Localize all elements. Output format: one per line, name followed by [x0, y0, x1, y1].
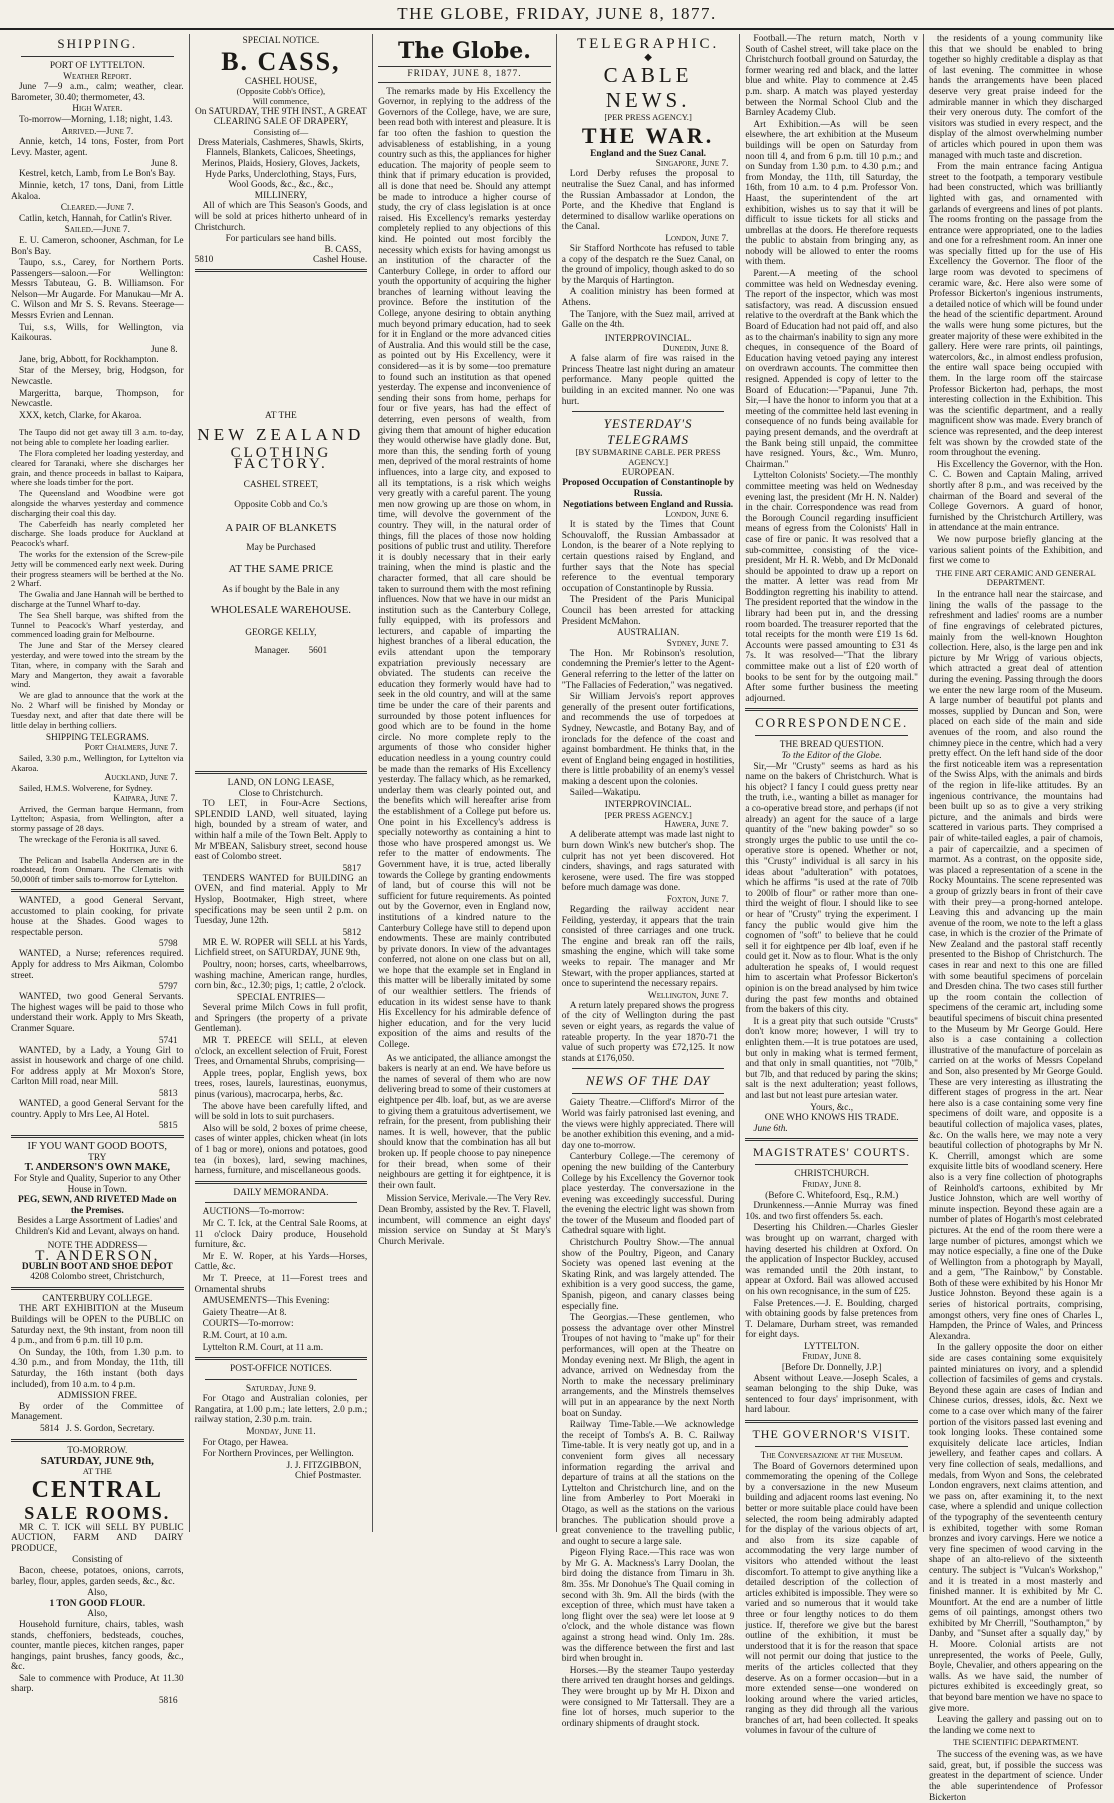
interprovincial-heading: INTERPROVINCIAL.: [604, 333, 692, 344]
dateline: Wellington, June 7.: [647, 990, 729, 1001]
nz-wholesale: WHOLESALE WAREHOUSE.: [210, 604, 352, 617]
column-3-editorial: [373, 34, 557, 1532]
cass-sale: On SATURDAY, THE 9TH INST., A GREAT CLEARING SALE OF DRAPERY,: [194, 106, 367, 128]
fine-art-heading: THE FINE ART CERAMIC AND GENERAL DEPARTMENT.: [935, 567, 1096, 588]
per-press: [PER PRESS AGENCY.]: [604, 112, 692, 122]
telegram-text: Sailed—Wakatipu.: [569, 788, 641, 799]
bread-to-editor: To the Editor of the Globe.: [781, 751, 882, 761]
memoranda-heading: DAILY MEMORANDA.: [233, 1187, 329, 1198]
interprovincial-heading-2: INTERPROVINCIAL.: [604, 800, 692, 811]
arrival-entry: Annie, ketch, 14 tons, Foster, from Port Levy. Master, agent.: [11, 137, 184, 158]
telegram-text: The Hon. Mr Robinson's resolution, condemning the Premier's letter to the Agent-General referring to the letter of the latter on "The Fallacies of Federation," was negatived.: [561, 648, 735, 691]
ick-commence: Sale to commence with Produce, At 11.30 sharp.: [11, 1673, 184, 1695]
boots-ad-stock: Besides a Large Assortment of Ladies' and Children's Kid and Levant, always on hand.: [15, 1216, 180, 1237]
letter-paragraph: It is a great pity that such outside "Crusts" don't know more; however, I will try to enlighten them.—It is true potatoes are used, but only in making what is termed ferment, and that only in small quantities, not "70lb," but 7lb, and that reduced by paring the skins; salt is the next adulteration; yeast follows, and last but not least pure artesian water.: [745, 1016, 918, 1101]
telegram-text: Regarding the railway accident near Feilding, yesterday, it appears that the train consisted of three carriages and one truck. The engine and break ran off the rails, smashing the engine, which will take some weeks to repair. The manager and Mr Stewart, with the proper appliances, started at once to superintend the necessary repairs.: [561, 905, 735, 990]
dateline: Hawera, June 7.: [664, 820, 729, 831]
cass-ad-number: 5810: [194, 254, 214, 265]
memo-entry: Mr C. T. Ick, at the Central Sale Rooms, at 11 o'clock Dairy produce, Household furniture, &c.: [194, 1218, 368, 1251]
land-ad: TO LET, in Four-Acre Sections, SPLENDID LAND, well situated, laying high, bounded by a stream of water, and within half a mile of the Town Belt. Apply to Mr M'BEAN, Salisbury street, second house east of Colombo street.: [194, 799, 368, 863]
cass-address: Cashel House.: [313, 254, 368, 265]
port-news: The Queensland and Woodbine were got alongside the wharves yesterday and commence discharging their coal this day.: [11, 488, 184, 518]
news-item: Railway Time-Table.—We acknowledge the receipt of Tombs's A. B. C. Railway Time-table. It is very neatly got up, and in a convenient form gives all necessary information regarding the arrival and departure of trains at all the stations on the Lyttelton and Christchurch line, and on the line from Amberley to Port Moeraki in Otago, as well as the stations on the various branches. The publication should prove a great convenience to the travelling public, and ought to secure a large sale.: [561, 1420, 735, 1547]
news-item: Lyttelton Colonists' Society.—The monthly committee meeting was held on Wednesday evening last, the president (Mr H. N. Nalder) in the chair. Correspondence was read from the Borough Council regarding insufficient means of egress from the Colonists' Hall in case of fire or panic. It was resolved that a sub-committee, consisting of the vice-president, Mr H. R. Webb, and Dr McDonald should be appointed to draw up a report on the matter. A letter was read from Mr Boddington regretting his inability to attend. The president reported that the window in the library had been put in, and the dressing room boarded. The treasurer reported that the total receipts for the month were £19 1s 6d. Accounts were passed amounting to £31 4s 7s. It was resolved—"That the library committee make out a list of £20 worth of books to be sent for by the outgoing mail." After some further business the meeting adjourned.: [745, 471, 918, 704]
cass-consisting: Consisting of—: [253, 126, 309, 137]
ornament-divider: ◆: [644, 52, 652, 63]
college-signature: [11, 1424, 184, 1435]
conversazione-heading: The Conversazione at the Museum.: [760, 1451, 903, 1462]
telegram-text: The President of the Paris Municipal Council has been arrested for attacking President McMahon.: [561, 595, 735, 627]
dateline: Dunedin, June 8.: [662, 344, 729, 355]
editorial-paragraph: Mission Service, Merivale.—The Very Rev. Dean Bromby, assisted by the Rev. T. Flavell, incumbent, will commence an eight days' mission service on Sunday at St Mary's Church Merivale.: [378, 1194, 551, 1247]
ad-number: 5798: [158, 939, 178, 950]
nz-purchased: May be Purchased: [246, 543, 316, 554]
nz-footer: [195, 646, 368, 657]
shipping-telegrams-heading: SHIPPING TELEGRAMS.: [45, 733, 149, 744]
australian-heading: AUSTRALIAN.: [616, 628, 680, 639]
article-paragraph: the residents of a young community like this that we should be enabled to bring together so highly creditable a display as that of last evening. The committee in whose hands the arrangements have been placed deserve very great praise indeed for the admirable manner in which they discharged their very onerous duty. The comfort of the visitors was studied in every respect, and the display of the almost overwhelming number of articles which poured in upon them was managed with much taste and discretion.: [928, 34, 1103, 161]
column-4-telegraphic: [557, 34, 741, 1729]
letter-date: June 6th.: [753, 1123, 788, 1134]
news-item: Gaiety Theatre.—Clifford's Mirror of the World was fairly patronised last evening, and the views were highly appreciated. There will be another exhibition this evening, and a mid-day one to-morrow.: [561, 1098, 735, 1151]
nz-at-the: AT THE: [265, 411, 297, 422]
post-signature: J. J. FITZGIBBON,: [286, 1460, 362, 1471]
port-news: We are glad to announce that the work at the No. 2 Wharf will be finished by Monday or Tuesday next, and after that date there will be little delay in berthing colliers.: [11, 690, 184, 730]
port-news: The Sea Shell barque, was shifted from the Tunnel to Peacock's Wharf yesterday, and commenced loading grain for Melbourne.: [11, 609, 184, 640]
cass-will-commence: Will commence,: [252, 95, 310, 106]
dateline: Foxton, June 7.: [666, 895, 729, 906]
ick-also-2: Also,: [87, 1609, 108, 1620]
memo-entry: Gaiety Theatre—At 8.: [202, 1307, 287, 1318]
cass-particulars: For particulars see hand bills.: [225, 234, 337, 245]
arrival-entry: Kestrel, ketch, Lamb, from Le Bon's Bay.: [19, 169, 176, 180]
nz-heading: NEW ZEALAND: [197, 424, 365, 444]
editorial-paragraph: As we anticipated, the alliance amongst the bakers is nearly at an end. We have before us the names of several of them who are now delivering bread to some of their customers at eightpence per 4lb. loaf, but, as we are averse to giving them a gratuitous advertisement, we refrain, for the present, from publishing their names. It is well, however, that the public should know that the combination has all but broken up. If people choose to pay ninepence for their bread, when some of their neighbours are getting it for eightpence, it is their own fault.: [378, 1053, 551, 1191]
post-entry: For Northern Provinces, per Wellington.: [202, 1449, 354, 1460]
lyttelton-court-heading: LYTTELTON.: [804, 1341, 860, 1352]
ick-also: Also,: [87, 1588, 108, 1599]
arrived-heading: Arrived.—June 7.: [61, 126, 134, 137]
land-sub: Close to Christchurch.: [238, 788, 323, 799]
court-case: Deserting his Children.—Charles Giesler was brought up on warrant, charged with having deserted his children at Oxford. On the application of Inspector Buckley, accused was remanded until the 20th instant, to appear at Oxford. Bail was allowed accused on his own recognisance, in the sum of £25.: [745, 1223, 918, 1297]
memo-entry: AMUSEMENTS—This Evening:: [202, 1296, 330, 1307]
classified-ad: WANTED, a good General Servant for the country. Apply to Mrs Lee, Al Hotel.: [11, 1098, 184, 1120]
land-heading: LAND, ON LONG LEASE,: [227, 778, 335, 789]
memo-entry: R.M. Court, at 10 a.m.: [202, 1330, 288, 1341]
per-press-2: [PER PRESS AGENCY.]: [604, 809, 692, 820]
article-paragraph: In the gallery opposite the door on either side are cases containing some exquisitely painted miniatures on ivory, and a splendid collection of facsimiles of gems and crystals. Beyond these again are cases of Indian and Chinese curios, dresses, idols, &c. Next we come to a case over which many of the fairer portion of the visitors passed last evening and took longing looks. These contained some exquisitely delicate lace articles, Indian jewellery, and feather capes and collars. A very fine collection of seals, medallions, and medals, from Wyon and Sons, the celebrated London engravers, next claims attention, and we pass on, after examining it, to the next case, where a splendid and unique collection of the typography of the seventeenth century is exhibited, together with some Roman bronzes and ivory carvings. Here we notice a very fine specimen of wood carving in the shape of an alto-relievo of the sixteenth century. The subject is "Vulcan's Workshop," and it is treated in a most masterly and finished manner. It is exhibited by Mr C. Mountfort. At the end are a number of little gems of oil paintings, amongst others two exhibited by Mr Cherrill, "Southampton," by Danby, and "Sunset after a squally day," by H. Moore. Colonial artists are not unrepresented, the works of Peele, Gully, Boyle, Chevalier, and others appearing on the walls. As we have said, the number of pictures exhibited is exceedingly great, so that beyond bare mention we have no space to give more.: [928, 1343, 1103, 1714]
nz-manager: Manager.: [254, 646, 290, 657]
dateline: Sydney, June 7.: [666, 638, 729, 649]
court-case: False Pretences.—J. E. Boulding, charged with obtaining goods by false pretences from T. Delamare, Durham street, was remanded for eight days.: [745, 1298, 918, 1341]
central-heading: CENTRAL: [31, 1476, 163, 1503]
ad-number: 5797: [158, 982, 178, 993]
cass-millinery: MILLINERY,: [254, 190, 307, 201]
sailed-entry: Star of the Mersey, brig, Hodgson, for Newcastle.: [11, 366, 184, 388]
cass-all-of: All of which are This Season's Goods, and will be sold at prices hitherto unheard of in Christchurch.: [194, 201, 368, 233]
weather-report: June 7—9 a.m., calm; weather, clear. Barometer, 30.40; thermometer, 43.: [11, 82, 184, 103]
sale-rooms-heading: SALE ROOMS.: [24, 1502, 171, 1523]
port-news: The June and Star of the Mersey cleared yesterday, and were towed into the stream by the Titan, where, in company with the Sarah and Mary and Mangerton, they await a favorable wind.: [11, 640, 184, 690]
masthead: THE GLOBE, FRIDAY, JUNE 8, 1877.: [0, 0, 1114, 30]
telegram-entry: Sailed, 3.30 p.m., Wellington, for Lyttelton via Akaroa.: [11, 752, 184, 773]
boots-ad-address-name: T. ANDERSON,: [35, 1248, 160, 1265]
letter-paragraph: Sir,—Mr "Crusty" seems as hard as his name on the bakers of Christchurch. What is his object? I fancy I could guess pretty near the truth, i.e., wanting a billet as manager for a co-operative bread store, and perhaps (if not already) an agent for the sauce of a large quantity of the "new baking powder" so so strongly urges the public to use until the co-operative store is opened. Whether or not, this "Crusty" individual is all sarcy in his ideas about "adulteration" with potatoes, which he affirms "is used at the rate of 70lb to 200lb of flour" or rather more than one-third the weight of flour. I should like to see or hear of "Crusty" trying the experiment. I fancy the public would give him the cognomen of "soft" to believe that he could sell it for eightpence per 4lb loaf, even if he could get it. Now as to flour. What is the only adulteration he speaks of, I would request him to ascertain what Professor Bickerton's opinion is on the bread analysed by him twice during the past few months and obtained from the bakers of this city.: [745, 761, 918, 1016]
news-item: Pigeon Flying Race.—This race was won by Mr G. A. Mackness's Larry Doolan, the bird doing the distance from Timaru in 3h. 8m. 35s. Mr Donohue's The Quail coming in second with 3h. 9m. All the birds (with the exception of three, which must have taken a long flight over the sea) were let loose at 9 o'clock, and the whole distance was flown against a strong head wind. Only 1m. 28s. was the difference between the first and last bird when brought in.: [561, 1548, 735, 1665]
ick-flour: 1 TON GOOD FLOUR.: [49, 1598, 146, 1609]
column-1-shipping: [6, 34, 190, 1707]
sailed-entry: E. U. Cameron, schooner, Aschman, for Le Bon's Bay.: [11, 235, 184, 257]
roper-ad: MR E. W. ROPER will SELL at his Yards, Lichfield street, on SATURDAY, JUNE 9th,: [194, 937, 368, 959]
boots-ad-heading: IF YOU WANT GOOD BOOTS,: [27, 1141, 168, 1153]
college-heading: CANTERBURY COLLEGE.: [42, 1293, 153, 1304]
telegram-text: A false alarm of fire was raised in the Princess Theatre last night during an amateur performance. Many people quitted the building in an excited manner. No one was hurt.: [561, 354, 735, 407]
telegram-text: Sir Stafford Northcote has refused to table a copy of the despatch re the Suez Canal, on the ground of impolicy, though asked to do so by the Marquis of Hartington.: [561, 243, 735, 286]
college-ad-number: 5814: [40, 1424, 59, 1434]
roper-items: Poultry, noon; horses, carts, wheelbarrows, washing machine, American range, hurdles, corn bin, &c., 12.30; pigs, 1; cattle, 2 o'clock.: [194, 959, 368, 992]
high-water-times: To-morrow—Morning, 1.18; night, 1.43.: [19, 114, 173, 125]
christchurch-heading: CHRISTCHURCH.: [794, 1169, 870, 1180]
ad-number: 5813: [158, 1088, 178, 1099]
boots-ad-try: TRY: [88, 1152, 107, 1163]
telegram-text: Lord Derby refuses the proposal to neutralise the Suez Canal, and has informed the Russian Ambassador at London, the Porte, and the Khedive that England is determined to disallow warlike operations on the Canal.: [561, 169, 735, 233]
news-of-the-day-heading: NEWS OF THE DAY: [585, 1073, 711, 1089]
column-6-governors-visit: [924, 34, 1108, 1803]
classified-ad: WANTED, by a Lady, a Young Girl to assist in housework and charge of one child. For address apply at Mr Moxon's Store, Carlton Mill road, near Mill.: [11, 1045, 184, 1088]
dateline: London, June 6.: [665, 510, 729, 521]
ick-ad-number: 5816: [158, 1696, 178, 1707]
scientific-heading: THE SCIENTIFIC DEPARTMENT.: [953, 1737, 1079, 1748]
post-date: Monday, June 11.: [246, 1427, 316, 1438]
port-news: The Flora completed her loading yesterday, and cleared for Taranaki, where she discharges her grain, and thence proceeds in ballast to Kaipara, where she loads timber for the port.: [11, 448, 184, 488]
college-order: By order of the Committee of Management.: [11, 1401, 184, 1423]
news-item: Art Exhibition.—As will be seen elsewhere, the art exhibition at the Museum buildings will be open on Saturday from noon till 4, and from 6 p.m. till 10 p.m.; and on Sunday from 1.30 p.m. to 4.30 p.m.; and from Monday, the 11th, till Saturday, the 16th, from 10 a.m. to 4 p.m. Professor Von. Haast, the superintendent of the art exhibition, wishes us to say that it will be difficult to issue tickets for all sticks and umbrellas at the doors. He therefore requests the public to abstain from bringing any, as nobody will be allowed to enter the rooms with them.: [745, 119, 918, 268]
boots-ad-note: NOTE THE ADDRESS—: [47, 1240, 147, 1251]
tender-ad-number: 5812: [342, 927, 362, 938]
suez-heading: England and the Suez Canal.: [590, 148, 707, 159]
news-item: Parent.—A meeting of the school committee was held on Wednesday evening. The report of the inspector, which was most satisfactory, was read. A discussion ensued relative to the overdraft at the Bank which the Board of Education had not paid off, and also as to the chairman's inability to sign any more cheques, in consequence of the Board of Education having vetoed paying any interest on overdrawn accounts. The committee then resigned. Appended is copy of letter to the Board of Education:—"Papanui, June 7th. Sir,—I have the honor to inform you that at a meeting of the committee held last evening in consequence of no funds being available for paying present demands, and the overdraft at the Bank being still unpaid, the committee have resigned. Yours, &c., Wm. Munro, Chairman.": [745, 269, 918, 470]
memo-entry: Mr E. W. Roper, at his Yards—Horses, Cattle, &c.: [194, 1251, 368, 1273]
boots-ad-address: DUBLIN BOOT AND SHOE DEPOT: [21, 1261, 173, 1272]
sailed-heading: Sailed.—June 7.: [64, 225, 130, 236]
dateline: Singapore, June 7.: [655, 159, 729, 170]
boots-ad-made: PEG, SEWN, AND RIVETED Made on the Premises.: [17, 1195, 177, 1216]
telegram-dateline: Port Chalmers, June 7.: [84, 742, 178, 753]
port-news: The Taupo did not get away till 3 a.m. to-day, not being able to complete her loading earlier.: [11, 427, 184, 448]
preece-also: Also will be sold, 2 boxes of prime cheese, cases of winter apples, chicken wheat (in lots of 1 bag or more), onions and potatoes, good tea (in boxes), lard, sewing machines, harness, furniture, and miscellaneous goods.: [194, 1123, 368, 1177]
weather-heading: Weather Report.: [63, 71, 132, 82]
roper-entries: Several prime Milch Cows in full profit, and Springers (the property of a private Gentleman).: [194, 1003, 368, 1035]
roper-special: SPECIAL ENTRIES—: [236, 992, 325, 1003]
post-date: Saturday, June 9.: [245, 1383, 316, 1394]
news-item: Christchurch Poultry Show.—The annual show of the Poultry, Pigeon, and Canary Society was opened last evening at the Skating Rink, and was largely attended. The exhibition is a very good success, the game, Spanish, pigeon, and canary classes being especially fine.: [561, 1238, 735, 1312]
column-5-local: [740, 34, 924, 1737]
article-paragraph: In the entrance hall near the staircase, and lining the walls of the passage to the refreshment and ladies' rooms are a number of fine engravings of celebrated pictures, mainly from the well-known Houghton collection. Here, also, is the large pen and ink picture by Mr Wrigg of various objects, which attracted a great deal of attention during the evening. Passing through the doors we enter the new large room of the Museum. A large number of beautiful pot plants and mosses, supplied by Duncan and Son, were placed on each side of the main and side avenues of the room, and also round the chimney piece in the centre, which had a very pretty effect. On the left hand side of the door the first noticeable item was a representation of the Swiss Alps, with the animals and birds of the region in life-like attitudes. By an ingenious contrivance, the mountains had been built up so as to give a very striking picture, and the animals and birds were scattered in various parts. They comprised a pair of white-tailed eagles, a pair of chamois, a pair of capercailzie, and a specimen of marmot. As a contrast, on the opposite side, was placed a representation of a scene in the Rocky Mountains. The scene represented was a group of grizzly bears in front of their cave with their prey—a prong-horned antelope. Leaving this and advancing up the main avenue of the room, we note to the left a glass case, in which is the crozier of the Primate of New Zealand and the pastoral staff recently presented to the Bishop of Christchurch. The cases in rear and next to this one are filled with some beautiful specimens of porcelain and Dresden china. The two cases still further up the room contain the collection of specimens of the ceramic art, including some beautiful specimens of biscuit china presented to the Museum by Mr George Gould. Here also is a case containing a collection illustrative of the manufacture of porcelain as carried on at the works of Messrs Copeland and Son, also presented by Mr George Gould. These are very interesting as illustrating the different stages of progress in the art. Near here also is a case containing some very fine specimens of doilt ware, and opposite is a beautiful collection of majolica vases, plates, &c. On the walls here, we may note a very beautiful collection of photographs by Mr N. K. Cherrill, amongst which are some exquisite little bits of woodland scenery. Here also is a very fine collection of photographs of Reinhold's cartoons, exhibited by Mr Justice Johnston, which are well worthy of minute inspection. Beyond these again are a number of plates of Hogarth's most celebrated pictures. At the end of the room there were a large number of pictures, amongst which we may notice especially, a fine one of the Duke of Wellington from a photograph by Mayall, and a gem, "The Rainbow," by Constable. Both of these were exhibited by his Honor Mr Justice Johnston. Beyond these again is a series of historical portraits, comprising, amongst others, very fine ones of Charles I., Hampden, the Prince of Wales, and Princess Alexandra.: [928, 590, 1103, 1342]
court-date: Friday, June 8.: [802, 1352, 862, 1363]
correspondence-heading: CORRESPONDENCE.: [755, 715, 909, 731]
court-case: Drunkenness.—Annie Murray was fined 10s. and two first offenders 5s. each.: [745, 1201, 918, 1222]
boots-ad-street: [11, 1272, 184, 1283]
telegraphic-heading: TELEGRAPHIC.: [576, 36, 720, 52]
cass-footer: [195, 255, 368, 266]
bread-heading: THE BREAD QUESTION.: [779, 740, 884, 751]
telegram-dateline: Auckland, June 7.: [104, 773, 178, 784]
court-date: Friday, June 8.: [802, 1179, 862, 1190]
cass-house: CASHEL HOUSE,: [244, 76, 317, 87]
college-admission: ADMISSION FREE.: [57, 1391, 138, 1402]
sailed-entry: Taupo, s.s., Carey, for Northern Ports. Passengers—saloon.—For Wellington: Messrs Tabuteau, G. B. Williamson. For Nelson—Mr Augarde. For Manukau—Mr A. C. Wilson and Mr S. S. Revans. Steerage—Messrs Evrien and Lennan.: [11, 258, 184, 322]
port-heading: PORT OF LYTTELTON.: [49, 61, 145, 71]
editorial-paragraph: The remarks made by His Excellency the Governor, in replying to the address of the Governors of the College, have, we are sure, been read both with interest and pleasure. It is far too often the fashion to question the advisableness of establishing, in a young country such as this, the appliances for higher education. The majority of people seem to think that if primary education is provided, all is done that need be. Should any attempt be made to introduce a higher course of study, the cry of class legislation is at once raised. His Excellency's remarks yesterday completely replied to any objections of this kind. He pointed out most forcibly the necessity which exists for having amongst us an institution of the character of the Canterbury College, in order to afford our youth the opportunity of acquiring the higher branches of learning without leaving the province. Before the institution of the College, anyone desiring to obtain anything much beyond primary education, had to seek for it in England or the more advanced cities of Australia. And this would still be the case, as pointed out by His Excellency, were it considered—as it is by some—too premature to found such an institution as that opened yesterday. The expense and inconvenience of sending their sons from home, perhaps for four or five years, has had the effect of deterring, even persons of wealth, from giving them that amount of higher education they would otherwise have gladly done. But, more than this, the sending forth of young men, deprived of the moral restraints of home influences, into a large city, and exposed to all its temptations, is a risk which weighs very greatly with a careful parent. The young men now growing up are those on whom, in time, will devolve the government of the country. They will, in the natural order of things, fill the places of those now holding positions of public trust and utility. Therefore it is doubly necessary that in their early training, when the mind is plastic and the character formed, that all care should be taken to surround them with the most refining influences. Now that we have in our midst an institution such as the Canterbury College, fully equipped, with its professors and lecturers, and capable of imparting the highest branches of a liberal education, the evils attendant upon the temporary expatriation previously necessary are obviated. The students can receive the education they formerly would have had to seek in the old country, and will at the same time be under the care of their parents and surrounded by those potent influences for good which are to be found in the home circle. No more complete reply to the arguments of those who consider higher education needless in a young country could be made than the remarks of His Excellency yesterday. The fallacy which, as he remarked, underlay them was clearly pointed out, and the benefits which will hereafter arise from the establishment of a College put before us. One point in his Excellency's address is specially noteworthy as containing a hint to those who have prospered amongst us. We refer to the matter of endowments. The Government have, it is true, acted liberally towards the College by granting endowments of land, but of course this will not be sufficient for future requirements. As pointed out by the Governor, even in England now, institutions of a kindred nature to the Canterbury College have still to depend upon endowments. These are mainly contributed by private donors. In view of the advantages conferred, not alone on one class but on all, we hope that the example set in England in this matter will be liberally imitated by some of our wealthier settlers. The friends of education in its widest sense have to thank His Excellency for his admirable defence of higher education, and for the very lucid exposition of the aims and results of the College.: [378, 86, 551, 1051]
news-item: The Georgias.—These gentlemen, who possess the advantage over other Minstrel Troupes of not having to "make up" for their performances, will open at the Theatre on Monday evening next. Mr Bligh, the agent in advance, arrived on Wednesday from the North to make the necessary preliminary arrangements, and the Minstrels themselves will put in an appearance by the next North boat on Sunday.: [561, 1313, 735, 1419]
post-signature-title: Chief Postmaster.: [295, 1470, 362, 1481]
tender-ad: TENDERS WANTED for BUILDING an OVEN, and find material. Apply to Mr Hyslop, Bootmaker, High street, where specifications may be seen until 2 p.m. on Tuesday, June 12th.: [194, 873, 368, 927]
boots-ad-street-name: Colombo street, Christchurch,: [51, 1272, 165, 1283]
letter-signature: ONE WHO KNOWS HIS TRADE.: [764, 1113, 899, 1124]
court-before: [Before Dr. Donnelly, J.P.]: [781, 1363, 882, 1374]
preece-lifted: The above have been carefully lifted, and will be sold in lots to suit purchasers.: [194, 1101, 368, 1123]
preece-trees: Apple trees, poplar, English yews, box trees, roses, laurels, laurestinas, euonymus, pinus (various), macrocarpa, herbs, &c.: [194, 1068, 368, 1101]
arrival-entry: Minnie, ketch, 17 tons, Dani, from Little Akaloa.: [11, 180, 184, 202]
yesterdays-telegrams-heading: YESTERDAY'S TELEGRAMS: [603, 416, 693, 448]
ick-sale: MR C. T. ICK will SELL BY PUBLIC AUCTION, FARM AND DAIRY PRODUCE,: [11, 1522, 184, 1554]
telegram-entry: The wreckage of the Feronia is all saved.: [19, 834, 161, 845]
memo-entry: Lyttelton R.M. Court, at 11 a.m.: [202, 1342, 324, 1353]
college-notice: THE ART EXHIBITION at the Museum Buildings will be OPEN to the PUBLIC on Saturday next, the 9th instant, from noon till 4 p.m., and from 6 p.m. till 10 p.m.: [11, 1304, 184, 1347]
tomorrow-heading: TO-MORROW.: [67, 1445, 128, 1456]
globe-title: The Globe.: [398, 38, 531, 64]
nz-bought: As if bought by the Bale in any: [222, 584, 340, 595]
memo-entry: COURTS—To-morrow:: [202, 1319, 294, 1330]
at-the: AT THE: [82, 1465, 112, 1476]
boots-ad-number: 4208: [30, 1272, 49, 1283]
college-secretary: J. S. Gordon, Secretary.: [65, 1424, 155, 1434]
post-entry: For Otago, per Hawea.: [202, 1437, 289, 1448]
cass-items: Dress Materials, Cashmeres, Shawls, Skirts, Flannels, Blankets, Calicoes, Sheetings, Merinos, Plaids, Hosiery, Gloves, Jackets, Hyde Parks, Underclothing, Stays, Furs, Wool Goods, &c., &c., &c.,: [198, 137, 364, 191]
telegram-text: A deliberate attempt was made last night to burn down Wink's new butcher's shop. The culprit has not yet been discovered. Hot cinders, shavings, and rags saturated with kerosene, were used. The fire was stopped before much damage was done.: [561, 830, 735, 894]
ad-number: 5815: [158, 1121, 178, 1132]
war-heading: THE WAR.: [581, 122, 715, 148]
boots-ad-style: For Style and Quality, Superior to any Other House in Town.: [14, 1173, 181, 1195]
high-water-heading: High Water.: [72, 104, 123, 115]
article-paragraph: We now purpose briefly glancing at the various salient points of the Exhibition, and first we come to: [928, 534, 1103, 567]
newspaper-page: [6, 34, 1108, 1803]
telegram-text: A coalition ministry has been formed at Athens.: [561, 287, 735, 308]
memo-entry: Mr T. Preece, at 11—Forest trees and Ornamental shrubs: [194, 1273, 368, 1295]
nz-same-price: AT THE SAME PRICE: [228, 563, 334, 576]
sailed-entry: Jane, brig, Abbott, for Rockhampton.: [19, 354, 159, 365]
post-office-heading: POST-OFFICE NOTICES.: [230, 1364, 332, 1375]
nz-street: CASHEL STREET,: [243, 479, 319, 490]
shipping-title: SHIPPING.: [57, 36, 138, 51]
arrival-date: June 8.: [151, 159, 178, 170]
sale-date: SATURDAY, JUNE 9th,: [40, 1455, 154, 1468]
column-2-ads: [190, 34, 374, 1532]
ad-number: 5741: [158, 1035, 178, 1046]
land-ad-number: 5817: [342, 863, 362, 874]
sailed-entry: Margeritta, barque, Thompson, for Newcastle.: [11, 388, 184, 410]
port-news: The Caberfeidh has nearly completed her discharge. She loads produce for Auckland at Peacock's wharf.: [11, 518, 184, 549]
telegram-entry: Sailed, H.M.S. Wolverene, for Sydney.: [19, 783, 153, 794]
port-news: The works for the extension of the Screw-pile Jetty will be commenced early next week. During their progress steamers will be berthed at the No. 2 Wharf.: [11, 548, 184, 589]
sailed-entry: XXX, ketch, Clarke, for Akaroa.: [19, 410, 142, 421]
cable-news-heading: CABLE NEWS.: [603, 63, 693, 112]
classified-ad: WANTED, two good General Servants. The highest wages will be paid to those who understand their work. Apply to Mrs Skeath, Cranmer Square.: [11, 992, 184, 1034]
cass-opposite: (Opposite Cobb's Office),: [236, 86, 326, 97]
telegram-text: A return lately prepared shows the progress of the city of Wellington during the past seven or eight years, as regards the value of rateable property. In the year 1870-71 the value of such property was £72,125. It now stands at £176,050.: [561, 1000, 735, 1064]
dateline: London, June 7.: [665, 233, 729, 244]
memo-entry: AUCTIONS—To-morrow:: [202, 1207, 305, 1218]
article-paragraph: Leaving the gallery and passing out on to the landing we come next to: [928, 1715, 1103, 1736]
nz-opposite: Opposite Cobb and Co.'s: [234, 500, 328, 511]
telegram-text: Sir William Jervois's report approves generally of the present outer fortifications, and recommends the use of torpedoes at Sydney, Newcastle, and Botany Bay, and of ironclads for the defence of the coast and against bombardment. He thinks that, in the event of England being engaged in hostilities, there is little probability of an enemy's vessel making a descent upon the colonies.: [561, 692, 735, 787]
telegram-entry: Arrived, the German barque Hermann, from Lyttelton; Aspasia, from Wellington, after a stormy passage of 28 days.: [11, 803, 184, 834]
nz-factory: CLOTHING FACTORY.: [230, 445, 332, 473]
ick-consisting: Consisting of: [72, 1555, 123, 1566]
article-paragraph: The Board of Governors determined upon commemorating the opening of the College by a conversazione in the new Museum building and adjacent rooms last evening. No better or more suitable place could have been selected, the room being admirably adapted for the display of the various objects of art, and also from its size capable of accommodating the very large number of visitors who attended without the least discomfort. To attempt to give anything like a detailed description of the collection of articles exhibited is impossible. They were so varied and so numerous that it would take three or four lengthy notices to do them justice. If, therefore we give but the barest outline of the exhibition, it must be understood that it is for the reason that space will not permit our doing that justice to the merits of the articles collected that they deserve. As on a former occasion—but in a more extended sense—one wondered on looking around where the varied articles, ranging as they did through all the various branches of art, had been collected. It speaks volumes in favour of the culture of: [745, 1461, 918, 1737]
news-item: Horses.—By the steamer Taupo yesterday there arrived ten draught horses and geldings. They were brought up by Mr H. Dixon and were consigned to Mr Tattersall. They are a fine lot of horses, much superior to the ordinary shipments of draught stock.: [561, 1665, 735, 1729]
letter-closing: Yours, &c.,: [810, 1102, 854, 1113]
article-paragraph: His Excellency the Governor, with the Hon. C. C. Bowen and Captain Maling, arrived shortly after 8 p.m., and was received by the chairman of the Board and several of the College Governors. A guard of honor, furnished by the Christchurch Artillery, was in attendance at the main entrance.: [928, 459, 1103, 534]
preece-ad: MR T. PREECE will SELL, at eleven o'clock, an excellent selection of Fruit, Forest Trees, and Ornamental Shrubs, comprising—: [194, 1036, 368, 1068]
post-entry: For Otago and Australian colonies, per Rangatira, at 1.00 p.m.; late letters, 2.0 p.m.; railway station, 2.30 p.m. train.: [194, 1394, 368, 1426]
telegram-text: The Tanjore, with the Suez mail, arrived at Galle on the 4th.: [561, 309, 735, 331]
nz-blankets: A PAIR OF BLANKETS: [225, 521, 337, 534]
classified-ad: WANTED, a Nurse; references required. Apply for address to Mrs Aikman, Colombo street.: [11, 949, 184, 981]
magistrates-heading: MAGISTRATES' COURTS.: [752, 1145, 911, 1160]
news-item: Football.—The return match, North v South of Cashel street, will take place on the Christchurch football ground on Saturday, the former wearing red and black, and the latter blue and white. Play to commence at 2.45 p.m. sharp. A match was played yesterday between the Normal School Club and the Barnley Academy Club.: [745, 34, 918, 119]
telegram-text: It is stated by the Times that Count Schouvaloff, the Russian Ambassador at London, is the bearer of a Note replying to certain questions raised by England, and further says that the Note has special reference to the eventual temporary occupation of Constantinople by Russia.: [561, 520, 735, 594]
special-notice-heading: SPECIAL NOTICE.: [242, 36, 320, 46]
negotiations-heading: Negotiations between England and Russia.: [563, 499, 734, 510]
cass-name: B. CASS,: [221, 46, 341, 76]
ick-items: Bacon, cheese, potatoes, onions, carrots, barley, flour, apples, garden seeds, &c., &c.: [11, 1565, 184, 1587]
editorial-date: FRIDAY, JUNE 8, 1877.: [407, 69, 522, 79]
cleared-heading: Cleared.—June 7.: [60, 203, 134, 214]
article-paragraph: The success of the evening was, as we have said, great, but, if possible the success was greatest in the department of science. Under the able superintendence of Professor Bickerton: [928, 1750, 1103, 1803]
constantinople-heading: Proposed Occupation of Constantinople by Russia.: [562, 478, 734, 500]
nz-kelly: GEORGE KELLY,: [245, 627, 317, 638]
cass-signature: B. CASS,: [324, 244, 362, 255]
cleared-entry: Catlin, ketch, Hannah, for Catlin's River.: [19, 213, 172, 224]
nz-ad-number: 5601: [308, 646, 328, 657]
telegram-dateline: Kaipara, June 7.: [113, 793, 178, 804]
sailed-entry: Tui, s.s, Wills, for Wellington, via Kaikouras.: [11, 322, 184, 344]
submarine-cable: [BY SUBMARINE CABLE. PER PRESS AGENCY.]: [575, 447, 721, 468]
telegram-dateline: Hokitika, June 6.: [109, 844, 178, 855]
boots-ad-name: T. ANDERSON'S OWN MAKE,: [24, 1162, 170, 1174]
sailed-date: June 8.: [151, 344, 178, 355]
court-before: (Before C. Whitefoord, Esq., R.M.): [765, 1190, 899, 1201]
news-item: Canterbury College.—The ceremony of opening the new building of the Canterbury College by his Excellency the Governor took place yesterday. The conversazione in the evening was exceedingly successful. During the evening the electric light was shown from the tower of the Museum and flooded part of Cathedral square with light.: [561, 1152, 735, 1237]
classified-ad: WANTED, a good General Servant, accustomed to plain cooking, for private house at the Shades. Good wages to respectable person.: [11, 896, 184, 938]
european-heading: EUROPEAN.: [621, 467, 675, 478]
ick-furniture: Household furniture, chairs, tables, wash stands, cheffoniers, bedsteads, couches, counter, mantle pieces, kitchen ranges, paper hangings, paint brushes, fancy goods, &c., &c.: [11, 1619, 184, 1673]
telegram-entry: The Pelican and Isabella Andersen are in the roadstead, from Onmaru. The Clematis with 50,000ft of timber sails to-morrow for Lyttelton.: [11, 854, 184, 885]
college-notice: On Sunday, the 10th, from 1.30 p.m. to 4.30 p.m., and from Monday, the 11th, till Saturday, the 16th instant (both days included), from 10 a.m. to 4 p.m.: [11, 1347, 184, 1390]
governors-visit-heading: THE GOVERNOR'S VISIT.: [752, 1427, 911, 1442]
article-paragraph: From the main entrance facing Antigua street to the footpath, a temporary vestibule had been constructed, which was brilliantly lighted with gas, and ornamented with garlands of evergreens and lines of pot plants. The rooms fronting on the passage from the entrance were appropriated, one to the ladies and one for a refreshment room. An inner one was specially fitted up for the use of His Excellency the Governor. The floor of the large room was devoted to specimens of ceramic ware, &c. Here also were some of Professor Bickerton's ingenious instruments, a detailed notice of which will be found under the head of the scientific department. Around the walls were hung some pictures, but the greater majority of these were exhibited in the gallery. Here were rare prints, oil paintings, watercolors, &c., in almost endless profusion, the entire wall space being occupied with them. In the large room off the staircase Professor Bickerton had, perhaps, the most interesting collection in the Exhibition. This was the scientific department, and a really magnificent show was made. Every branch of science was represented, and the deep interest felt was shown by the crowded state of the room throughout the evening.: [928, 162, 1103, 459]
port-news: The Gwalia and Jane Hannah will be berthed to discharge at the Tunnel Wharf to-day.: [11, 589, 184, 609]
court-case: Absent without Leave.—Joseph Scales, a seaman belonging to the ship Duke, was sentenced to four days' imprisonment, with hard labour.: [745, 1373, 918, 1416]
